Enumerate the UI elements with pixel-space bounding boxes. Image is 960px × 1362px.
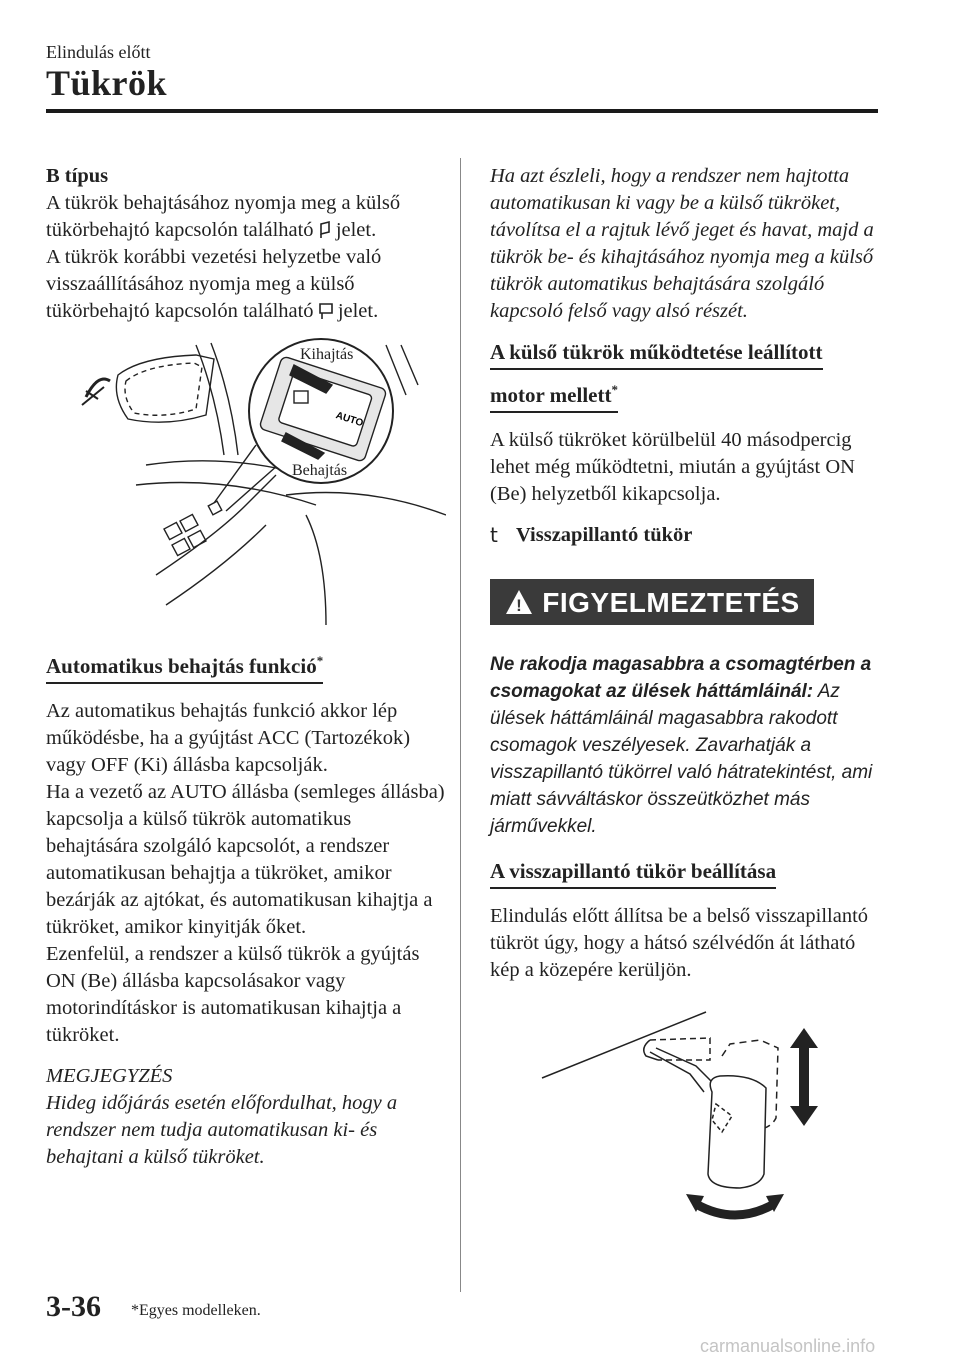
b-type-title: B típus [46,165,109,187]
door-panel-illustration [46,335,446,625]
b-type-paragraph-1 [46,190,446,244]
footnote: *Egyes modelleken. [131,1302,261,1319]
warning-triangle-icon [504,588,534,616]
warning-label: FIGYELMEZTETÉS [542,586,800,618]
mirror-unfold-icon [319,301,333,319]
column-divider [460,158,461,1292]
b-type-p1-text: A tükrök behajtásához nyomja meg a külső tükörbehajtó kapcsolón található [46,192,401,241]
right-column [490,163,890,1228]
header-rule [46,109,878,113]
note-title: MEGJEGYZÉS [46,1065,173,1087]
warning-text [490,651,890,840]
b-type-paragraph-2 [46,244,446,325]
engine-off-heading-line-2: motor mellett* [490,376,618,413]
optional-mark: * [611,382,618,397]
bullet-icon: t [490,523,498,547]
engine-off-paragraph: A külső tükröket körülbelül 40 másodpercig lehet még működtetni, miután a gyújtást ON (Be) helyzetből kikapcsolja. [490,429,855,505]
page-title: Tükrök [46,63,168,103]
watermark: carmanualsonline.info [700,1336,876,1356]
continued-note-text: Ha azt észleli, hogy a rendszer nem hajtotta automatikusan ki vagy be a külső tükröket, távolítsa el a rajtuk lévő jeget és havat, majd a tükrök be- és kihajtásához nyomja meg a külső tükrök automatikus behajtására szolgáló kapcsoló felső vagy alsó részét. [490,165,874,322]
auto-fold-heading: Automatikus behajtás funkció* [46,647,323,684]
note-text: Hideg időjárás esetén előfordulhat, hogy a rendszer nem tudja automatikusan ki- és behajtani a külső tükröket. [46,1092,398,1168]
optional-mark: * [316,653,324,668]
rearview-mirror-illustration [490,1008,890,1228]
unfold-label: Kihajtás [300,346,354,363]
mirror-switch-figure [46,335,446,625]
engine-off-heading-line-1: A külső tükrök működtetése leállított [490,339,823,370]
fold-label: Behajtás [292,462,348,479]
warning-body-text: Az ülések háttámláinál magasabbra rakodott csomagok veszélyesek. Zavarhatják a visszapillantó tükörrel való hátratekintést, ami miatt sávváltáskor összeütközhet más járművekkel. [490,681,873,837]
adjust-paragraph: Elindulás előtt állítsa be a belső visszapillantó tükröt úgy, hogy a hátsó szélvédőn át látható kép a közepére kerüljön. [490,905,869,981]
b-type-p2-tail: jelet. [337,300,379,322]
mirror-fold-icon [319,220,331,238]
svg-text:!: ! [516,596,523,615]
adjust-heading: A visszapillantó tükör beállítása [490,858,776,889]
auto-fold-paragraph-3: Ezenfelül, a rendszer a külső tükrök a gyújtás ON (Be) állásba kapcsolásakor vagy motorindításkor is automatikusan kihajtja a tükröket. [46,943,420,1046]
auto-fold-paragraph-2: Ha a vezető az AUTO állásba (semleges állásba) kapcsolja a külső tükrök automatikus behajtására szolgáló kapcsolót, a rendszer automatikusan behajtja a tükröket, amikor bezárják az ajtókat, és automatikusan kihajtja a tükröket, amikor kinyitják őket. [46,781,445,938]
page-number: 3-36 [46,1290,101,1323]
auto-fold-paragraph-1: Az automatikus behajtás funkció akkor lép működésbe, ha a gyújtást ACC (Tartozékok) vagy OFF (Ki) állásba kapcsolják. [46,700,411,776]
section-label: Elindulás előtt [46,42,151,62]
rearview-mirror-heading: t Visszapillantó tükör [490,523,693,547]
warning-bold-text: Ne rakodja magasabbra a csomagtérben a csomagokat az ülések háttámláinál: [490,654,872,702]
b-type-p1-tail: jelet. [335,219,377,241]
warning-banner [490,579,814,625]
auto-switch-label: AUTO [334,410,365,430]
rearview-mirror-figure [490,1008,890,1228]
left-column [46,163,446,1171]
b-type-p2-text: A tükrök korábbi vezetési helyzetbe való visszaállításához nyomja meg a külső tükörbehajtó kapcsolón található [46,246,382,322]
